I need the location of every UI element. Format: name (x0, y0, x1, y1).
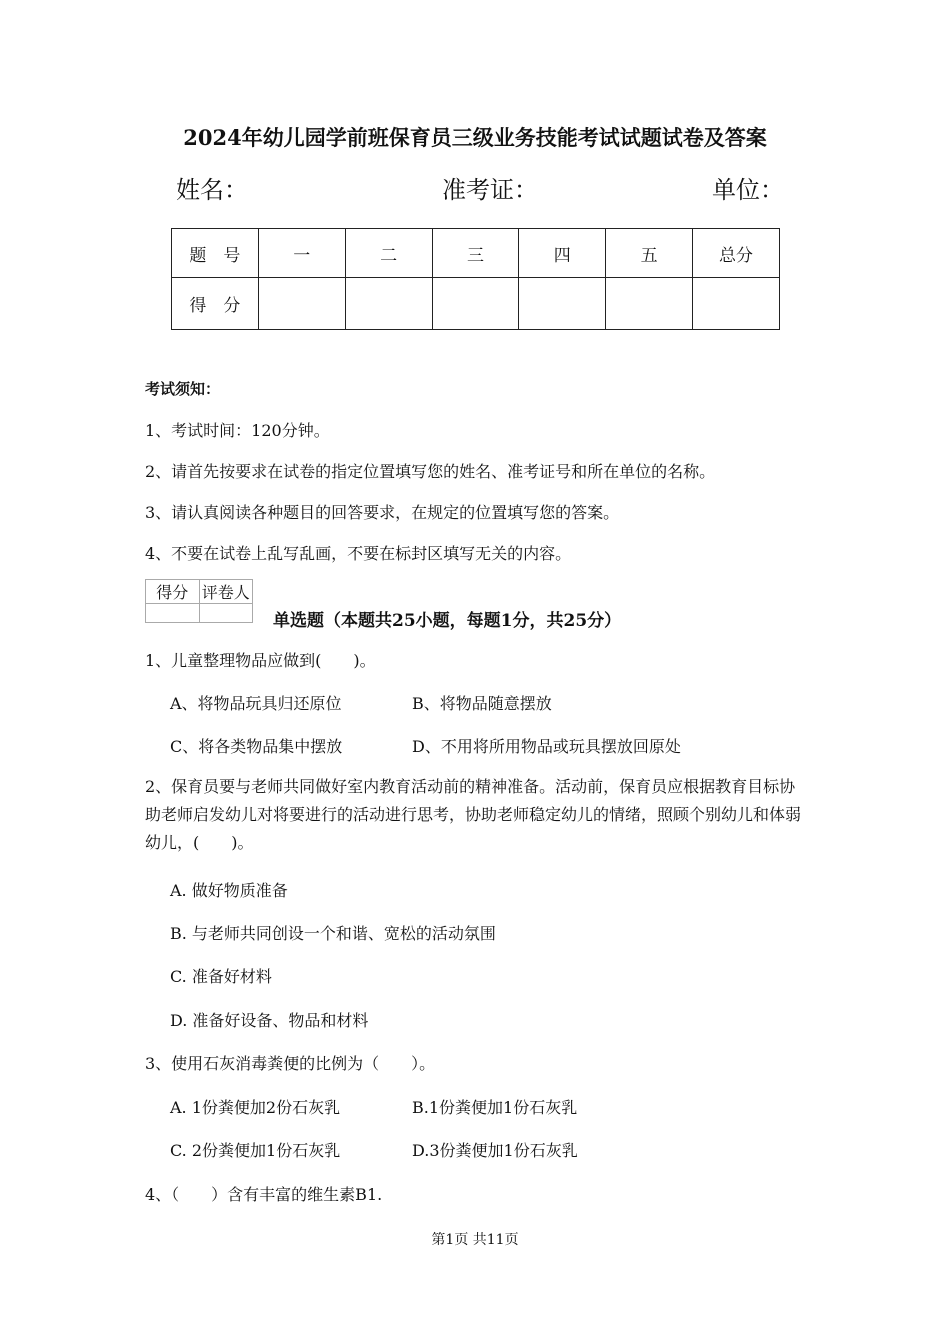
score-cell[interactable] (606, 278, 693, 330)
document-title: 2024年幼儿园学前班保育员三级业务技能考试试题试卷及答案 (183, 125, 767, 150)
unit-label: 单位： (712, 176, 784, 204)
score-table (171, 228, 780, 330)
score-header-cell: 三 (432, 229, 519, 278)
notice-item: 1、考试时间：120分钟。 (145, 421, 330, 440)
page-footer: 第1页 共11页 (431, 1232, 519, 1248)
score-header-cell: 一 (258, 229, 345, 278)
grader-reviewer-cell[interactable] (199, 604, 253, 623)
score-row-label: 得 分 (172, 278, 259, 330)
option-b: B、将物品随意摆放 (412, 694, 552, 713)
notice-item: 2、请首先按要求在试卷的指定位置填写您的姓名、准考证号和所在单位的名称。 (145, 462, 716, 481)
score-header-cell: 四 (519, 229, 606, 278)
option-c: C、将各类物品集中摆放 (170, 737, 343, 756)
score-cell[interactable] (693, 278, 780, 330)
notice-item: 3、请认真阅读各种题目的回答要求，在规定的位置填写您的答案。 (145, 503, 620, 522)
score-table-score-row (172, 278, 780, 330)
option-a: A. 做好物质准备 (170, 881, 288, 900)
option-c: C. 2份粪便加1份石灰乳 (170, 1141, 341, 1160)
notice-heading: 考试须知： (145, 380, 221, 398)
score-cell[interactable] (345, 278, 432, 330)
question-stem: 3、使用石灰消毒粪便的比例为（ ）。 (145, 1054, 436, 1073)
grader-score-label: 得分 (146, 580, 200, 604)
option-a: A、将物品玩具归还原位 (170, 694, 342, 713)
score-table-header-row (172, 229, 780, 278)
option-b: B. 与老师共同创设一个和谐、宽松的活动氛围 (170, 924, 496, 943)
score-header-cell: 题 号 (172, 229, 259, 278)
score-header-cell: 五 (606, 229, 693, 278)
option-d: D. 准备好设备、物品和材料 (170, 1011, 369, 1030)
option-d: D.3份粪便加1份石灰乳 (412, 1141, 578, 1160)
exam-id-label: 准考证： (442, 176, 538, 204)
question-stem: 4、（ ）含有丰富的维生素B1. (145, 1185, 383, 1204)
score-header-cell: 总分 (693, 229, 780, 278)
option-c: C. 准备好材料 (170, 967, 272, 986)
notice-item: 4、不要在试卷上乱写乱画，不要在标封区填写无关的内容。 (145, 544, 572, 563)
score-header-cell: 二 (345, 229, 432, 278)
score-cell[interactable] (432, 278, 519, 330)
option-d: D、不用将所用物品或玩具摆放回原处 (412, 737, 681, 756)
question-stem: 2、保育员要与老师共同做好室内教育活动前的精神准备。活动前，保育员应根据教育目标协助老师启发幼儿对将要进行的活动进行思考，协助老师稳定幼儿的情绪，照顾个别幼儿和体弱幼儿，( )。 (145, 777, 802, 852)
score-cell[interactable] (258, 278, 345, 330)
grader-reviewer-label: 评卷人 (199, 580, 253, 604)
option-b: B.1份粪便加1份石灰乳 (412, 1098, 578, 1117)
question-stem: 1、儿童整理物品应做到( )。 (145, 651, 376, 670)
grader-box (145, 579, 253, 623)
option-a: A. 1份粪便加2份石灰乳 (170, 1098, 341, 1117)
section-title: 单选题（本题共25小题，每题1分，共25分） (273, 611, 622, 631)
name-label: 姓名： (176, 176, 248, 204)
score-cell[interactable] (519, 278, 606, 330)
grader-score-cell[interactable] (146, 604, 200, 623)
